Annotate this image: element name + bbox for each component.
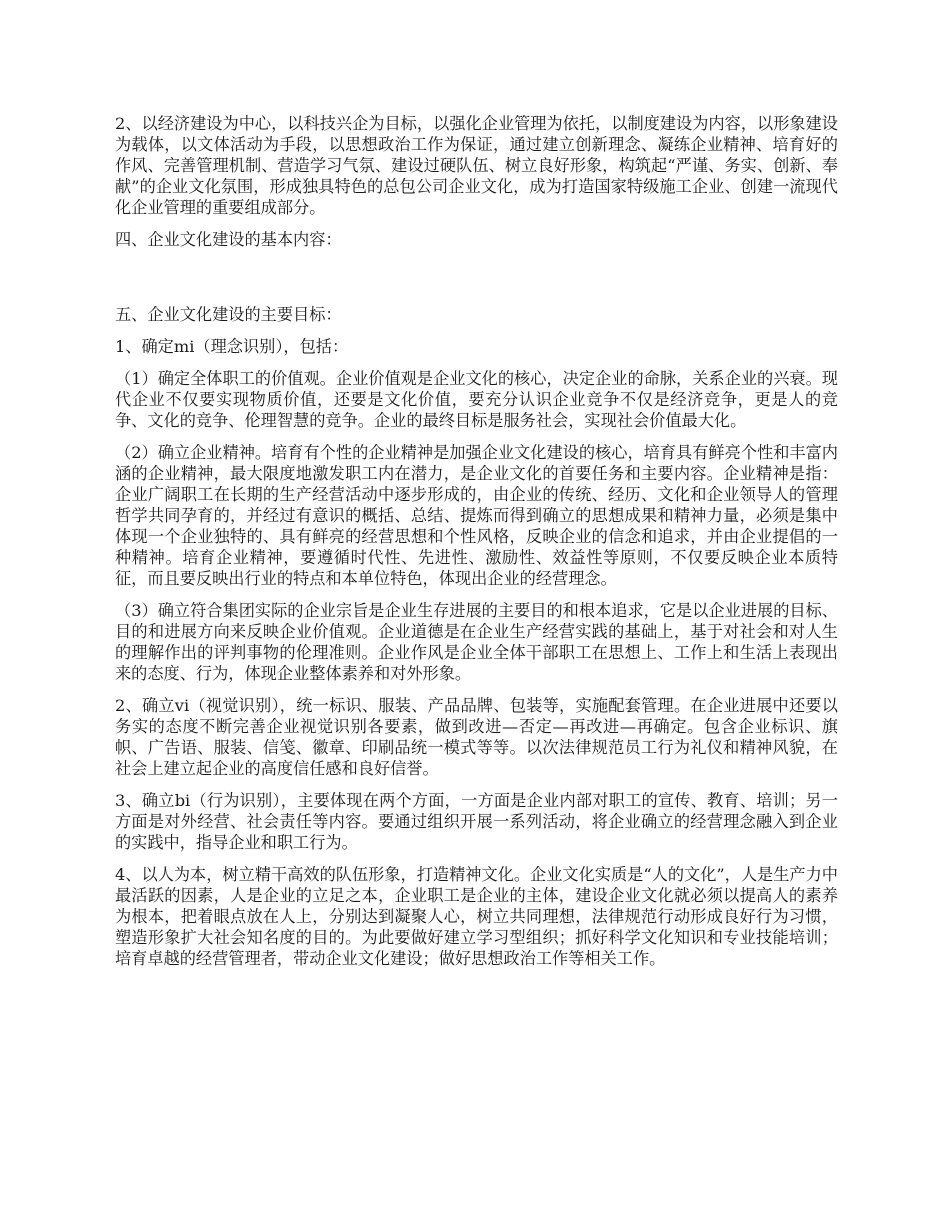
paragraph-values: （1）确定全体职工的价值观。企业价值观是企业文化的核心，决定企业的命脉，关系企业的兴衰。现代企业不仅要实现物质价值，还要是文化价值，要充分认识企业竞争不仅是经济竞争，更是人的竞争、文化的竞争、伦理智慧的竞争。企业的最终目标是服务社会，实现社会价值最大化。 [115, 369, 838, 430]
blank-space [115, 261, 838, 304]
paragraph-people-oriented: 4、以人为本，树立精干高效的队伍形象，打造精神文化。企业文化实质是“人的文化”，人是生产力中最活跃的因素，人是企业的立足之本，企业职工是企业的主体，建设企业文化就必须以提高人的素养为根本，把着眼点放在人上，分别达到凝聚人心，树立共同理想，法律规范行动形成良好行为习惯，塑造形象扩大社会知名度的目的。为此要做好建立学习型组织；抓好科学文化知识和专业技能培训；培育卓越的经营管理者，带动企业文化建设；做好思想政治工作等相关工作。 [115, 865, 838, 968]
paragraph-enterprise-purpose: （3）确立符合集团实际的企业宗旨是企业生存进展的主要目的和根本追求，它是以企业进展的目标、目的和进展方向来反映企业价值观。企业道德是在企业生产经营实践的基础上，基于对社会和对人生的理解作出的评判事物的伦理准则。企业作风是企业全体干部职工在思想上、工作上和生活上表现出来的态度、行为，体现企业整体素养和对外形象。 [115, 601, 838, 683]
paragraph-enterprise-spirit: （2）确立企业精神。培育有个性的企业精神是加强企业文化建设的核心，培育具有鲜亮个性和丰富内涵的企业精神，最大限度地激发职工内在潜力，是企业文化的首要任务和主要内容。企业精神是指：企业广阔职工在长期的生产经营活动中逐步形成的，由企业的传统、经历、文化和企业领导人的管理哲学共同孕育的，并经过有意识的概括、总结、提炼而得到确立的思想成果和精神力量，必须是集中体现一个企业独特的、具有鲜亮的经营思想和个性风格，反映企业的信念和追求，并由企业提倡的一种精神。培育企业精神，要遵循时代性、先进性、激励性、效益性等原则，不仅要反映企业本质特征，而且要反映出行业的特点和本单位特色，体现出企业的经营理念。 [115, 443, 838, 588]
paragraph-economic-construction: 2、以经济建设为中心，以科技兴企为目标，以强化企业管理为依托，以制度建设为内容，以形象建设为载体，以文体活动为手段，以思想政治工作为保证，通过建立创新理念、凝练企业精神、培育好的作风、完善管理机制、营造学习气氛、建设过硬队伍、树立良好形象，构筑起“严谨、务实、创新、奉献”的企业文化氛围，形成独具特色的总包公司企业文化，成为打造国家特级施工企业、创建一流现代化企业管理的重要组成部分。 [115, 114, 838, 217]
heading-basic-content: 四、企业文化建设的基本内容： [115, 230, 342, 249]
paragraph-mi-intro: 1、确定mi（理念识别），包括： [115, 337, 349, 356]
heading-main-goals: 五、企业文化建设的主要目标： [115, 305, 342, 324]
paragraph-vi: 2、确立vi（视觉识别），统一标识、服装、产品品牌、包装等，实施配套管理。在企业进展中还要以务实的态度不断完善企业视觉识别各要素，做到改进—否定—再改进—再确定。包含企业标识、旗帜、广告语、服装、信笺、徽章、印刷品统一模式等等。以次法律规范员工行为礼仪和精神风貌，在社会上建立起企业的高度信任感和良好信誉。 [115, 696, 838, 778]
paragraph-bi: 3、确立bi（行为识别），主要体现在两个方面，一方面是企业内部对职工的宣传、教育、培训；另一方面是对外经营、社会责任等内容。要通过组织开展一系列活动，将企业确立的经营理念融入到企业的实践中，指导企业和职工行为。 [115, 791, 838, 852]
